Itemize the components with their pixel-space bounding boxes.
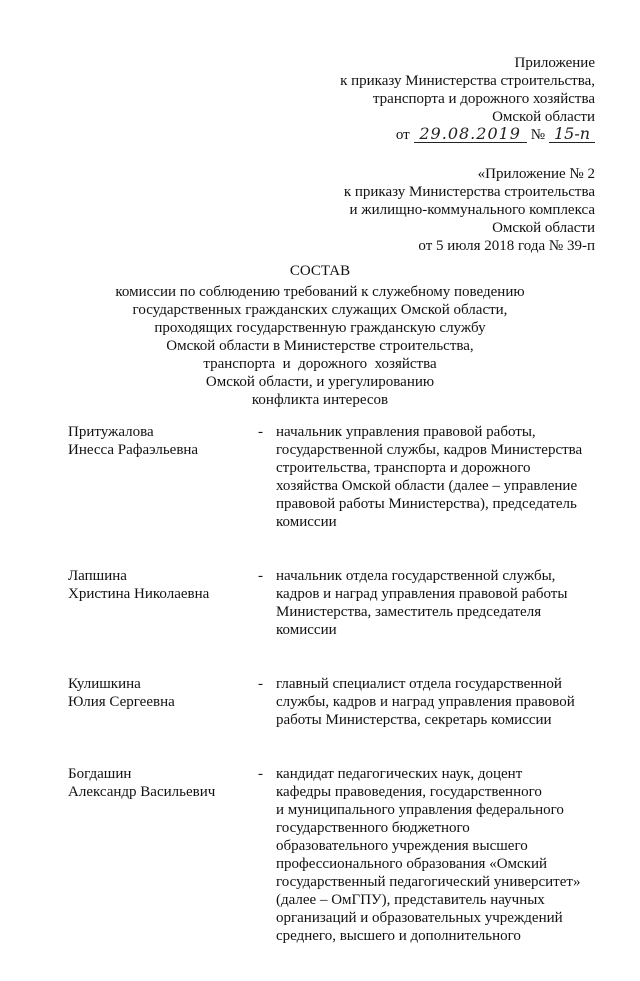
title-line: Омской области, и урегулированию [205, 374, 435, 390]
role-line: начальник отдела государственной службы, [276, 568, 556, 584]
member-dash: - [258, 766, 263, 782]
member-role [274, 423, 594, 531]
role-line: начальник управления правовой работы, [276, 424, 536, 440]
commission-members-list [68, 423, 598, 981]
member-name [68, 423, 258, 531]
title-heading: СОСТАВ [289, 263, 351, 279]
role-line: (далее – ОмГПУ), представитель научных [276, 892, 545, 908]
title-line: конфликта интересов [251, 392, 389, 408]
member-surname: Притужалова [68, 424, 154, 440]
title-line: комиссии по соблюдению требований к служебному поведению [115, 284, 525, 300]
member-entry [68, 765, 598, 945]
annex2-line: Омской области [492, 220, 595, 236]
member-surname: Лапшина [68, 568, 127, 584]
role-line: образовательного учреждения высшего [276, 838, 528, 854]
role-line: государственный педагогический университет» [276, 874, 581, 890]
order-reference [295, 126, 595, 144]
member-entry [68, 675, 598, 729]
annex2-line: к приказу Министерства строительства [343, 184, 595, 200]
annex-line: Приложение [514, 55, 595, 71]
order-date-handwritten: 29.08.2019 [414, 126, 527, 143]
role-line: строительства, транспорта и дорожного [276, 460, 531, 476]
member-role [274, 765, 594, 945]
role-line: кафедры правоведения, государственного [276, 784, 542, 800]
role-line: комиссии [276, 622, 337, 638]
order-number-sign: № [530, 127, 545, 143]
document-title [0, 262, 640, 409]
member-name [68, 567, 258, 639]
role-line: профессионального образования «Омский [276, 856, 548, 872]
role-line: кадров и наград управления правовой работы [276, 586, 568, 602]
role-line: кандидат педагогических наук, доцент [276, 766, 523, 782]
member-surname: Кулишкина [68, 676, 141, 692]
title-line: государственных гражданских служащих Омской области, [132, 302, 508, 318]
member-name [68, 675, 258, 729]
member-role [274, 567, 594, 639]
role-line: правовой работы Министерства), председатель [276, 496, 577, 512]
member-dash: - [258, 676, 263, 692]
role-line: службы, кадров и наград управления правовой [276, 694, 575, 710]
annex-header [295, 54, 595, 144]
member-role [274, 675, 594, 729]
role-line: среднего, высшего и дополнительного [276, 928, 521, 944]
member-given-names: Александр Васильевич [68, 784, 216, 800]
previous-annex-header [295, 165, 595, 255]
member-dash: - [258, 424, 263, 440]
role-line: организаций и образовательных учреждений [276, 910, 563, 926]
annex-line: к приказу Министерства строительства, [340, 73, 595, 89]
role-line: главный специалист отдела государственной [276, 676, 562, 692]
annex2-line: и жилищно-коммунального комплекса [349, 202, 595, 218]
annex-line: транспорта и дорожного хозяйства [372, 91, 595, 107]
annex-line: Омской области [492, 109, 595, 125]
order-prefix: от [395, 127, 410, 143]
title-line: Омской области в Министерстве строительства, [166, 338, 474, 354]
member-dash: - [258, 568, 263, 584]
order-number-handwritten: 15-п [549, 126, 595, 143]
role-line: государственного бюджетного [276, 820, 470, 836]
role-line: и муниципального управления федерального [276, 802, 564, 818]
annex2-line: «Приложение № 2 [477, 166, 595, 182]
annex2-line: от 5 июля 2018 года № 39-п [418, 238, 595, 254]
member-entry [68, 423, 598, 531]
member-given-names: Инесса Рафаэльевна [68, 442, 199, 458]
role-line: работы Министерства, секретарь комиссии [276, 712, 552, 728]
member-surname: Богдашин [68, 766, 132, 782]
member-given-names: Христина Николаевна [68, 586, 210, 602]
role-line: Министерства, заместитель председателя [276, 604, 542, 620]
title-line: проходящих государственную гражданскую службу [154, 320, 486, 336]
member-given-names: Юлия Сергеевна [68, 694, 175, 710]
member-name [68, 765, 258, 945]
role-line: государственной службы, кадров Министерства [276, 442, 583, 458]
role-line: комиссии [276, 514, 337, 530]
member-entry [68, 567, 598, 639]
role-line: хозяйства Омской области (далее – управление [276, 478, 578, 494]
title-line: транспорта и дорожного хозяйства [203, 356, 437, 372]
